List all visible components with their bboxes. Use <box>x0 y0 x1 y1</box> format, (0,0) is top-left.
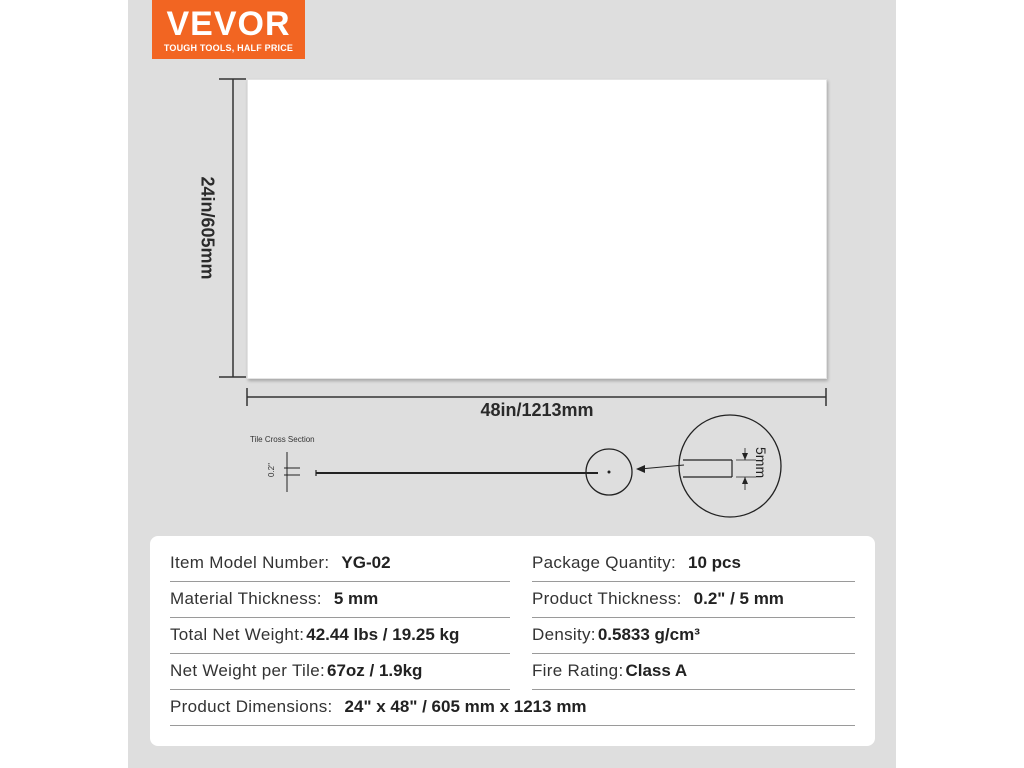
spec-value: 42.44 lbs / 19.25 kg <box>306 625 460 644</box>
spec-row-fire-rating <box>532 653 855 690</box>
spec-row-product-thickness <box>532 581 855 618</box>
spec-value: 0.2" / 5 mm <box>693 589 784 608</box>
spec-row-net-weight-per-tile <box>170 653 510 690</box>
magnified-dim-arrow-bottom <box>742 477 748 484</box>
height-dimension-text: 24in/605mm <box>197 176 218 280</box>
spec-row-product-dimensions <box>170 689 855 726</box>
spec-label: Density: <box>532 625 596 644</box>
spec-value: 0.5833 g/cm³ <box>597 625 700 644</box>
specification-table <box>150 536 875 746</box>
spec-label: Item Model Number: <box>170 553 330 572</box>
logo-tagline: TOUGH TOOLS, HALF PRICE <box>163 43 294 53</box>
spec-label: Total Net Weight: <box>170 625 305 644</box>
width-dimension-label: 48in/1213mm <box>480 400 594 420</box>
spec-value: 5 mm <box>333 589 379 608</box>
spec-label: Material Thickness: <box>170 589 322 608</box>
spec-label: Product Dimensions: <box>170 697 333 716</box>
spec-value: 67oz / 1.9kg <box>326 661 423 680</box>
spec-value: YG-02 <box>341 553 391 572</box>
magnified-dim-arrow-top <box>742 453 748 460</box>
spec-label: Fire Rating: <box>532 661 624 680</box>
spec-row-density <box>532 617 855 654</box>
spec-row-model <box>170 545 510 582</box>
thickness-inch-label: 0.2" <box>267 463 276 477</box>
spec-value: 24" x 48" / 605 mm x 1213 mm <box>344 697 587 716</box>
spec-row-total-net-weight <box>170 617 510 654</box>
spec-value: 10 pcs <box>688 553 741 572</box>
spec-row-package-quantity <box>532 545 855 582</box>
spec-row-material-thickness <box>170 581 510 618</box>
spec-value: Class A <box>625 661 688 680</box>
spec-label: Package Quantity: <box>532 553 677 572</box>
detail-callout-point <box>608 471 611 474</box>
thickness-mm-label: 5mm <box>753 447 769 479</box>
detail-arrow-head <box>636 465 645 473</box>
cross-section-title: Tile Cross Section <box>250 435 315 444</box>
logo-wordmark: VEVOR <box>166 5 291 43</box>
detail-arrow-line <box>640 465 684 469</box>
spec-label: Product Thickness: <box>532 589 682 608</box>
spec-label: Net Weight per Tile: <box>170 661 325 680</box>
